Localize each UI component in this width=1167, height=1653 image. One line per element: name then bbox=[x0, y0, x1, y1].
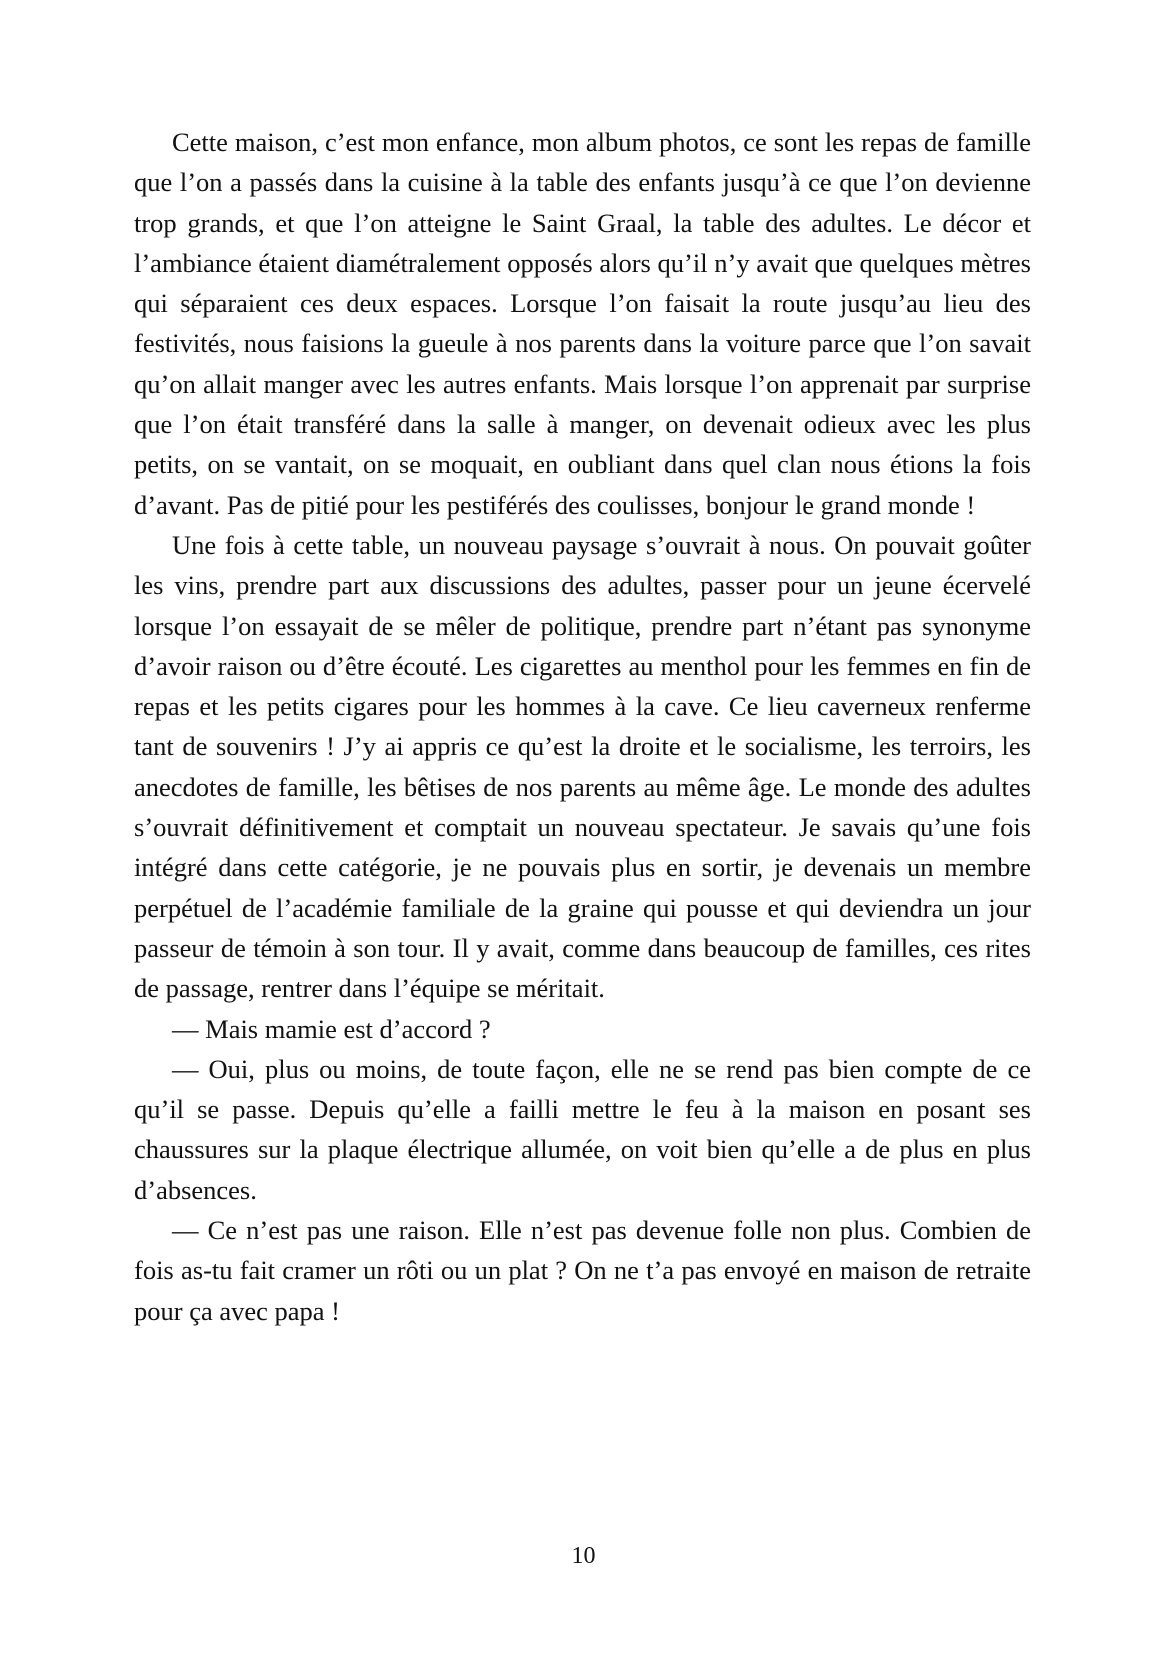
dialogue-line-not-a-reason: — Ce n’est pas une raison. Elle n’est pas devenue folle non plus. Combien de fois as-tu fait cramer un rôti ou un plat ? On ne t’a pas envoyé en maison de retraite pour ça avec papa ! bbox=[134, 1215, 1031, 1326]
body-text bbox=[134, 122, 1031, 1331]
page-number: 10 bbox=[571, 1543, 596, 1569]
dialogue-line-more-or-less: — Oui, plus ou moins, de toute façon, elle ne se rend pas bien compte de ce qu’il se passe. Depuis qu’elle a failli mettre le feu à la maison en posant ses chaussures sur la plaque électrique allumée, on voit bien qu’elle a de plus en plus d’absences. bbox=[134, 1053, 1031, 1205]
paragraph-house-childhood: Cette maison, c’est mon enfance, mon album photos, ce sont les repas de famille que l’on a passés dans la cuisine à la table des enfants jusqu’à ce que l’on devienne trop grands, et que l’on atteigne le Saint Graal, la table des adultes. Le décor et l’ambiance étaient diamétralement opposés alors qu’il n’y avait que quelques mètres qui séparaient ces deux espaces. Lorsque l’on faisait la route jusqu’au lieu des festivités, nous faisions la gueule à nos parents dans la voiture parce que l’on savait qu’on allait manger avec les autres enfants. Mais lorsque l’on apprenait par surprise que l’on était transféré dans la salle à manger, on devenait odieux avec les plus petits, on se vantait, on se moquait, en oubliant dans quel clan nous étions la fois d’avant. Pas de pitié pour les pestiférés des coulisses, bonjour le grand monde ! bbox=[134, 127, 1031, 520]
paragraph-adult-table: Une fois à cette table, un nouveau paysage s’ouvrait à nous. On pouvait goûter les vins, prendre part aux discussions des adultes, passer pour un jeune écervelé lorsque l’on essayait de se mêler de politique, prendre part n’étant pas synonyme d’avoir raison ou d’être écouté. Les cigarettes au menthol pour les femmes en fin de repas et les petits cigares pour les hommes à la cave. Ce lieu caverneux renferme tant de souvenirs ! J’y ai appris ce qu’est la droite et le socialisme, les terroirs, les anecdotes de famille, les bêtises de nos parents au même âge. Le monde des adultes s’ouvrait définitivement et comptait un nouveau spectateur. Je savais qu’une fois intégré dans cette catégorie, je ne pouvais plus en sortir, je devenais un membre perpétuel de l’académie familiale de la graine qui pousse et qui deviendra un jour passeur de témoin à son tour. Il y avait, comme dans beaucoup de familles, ces rites de passage, rentrer dans l’équipe se méritait. bbox=[134, 529, 1031, 1004]
dialogue-line-mamie-agree: — Mais mamie est d’accord ? bbox=[172, 1013, 491, 1044]
